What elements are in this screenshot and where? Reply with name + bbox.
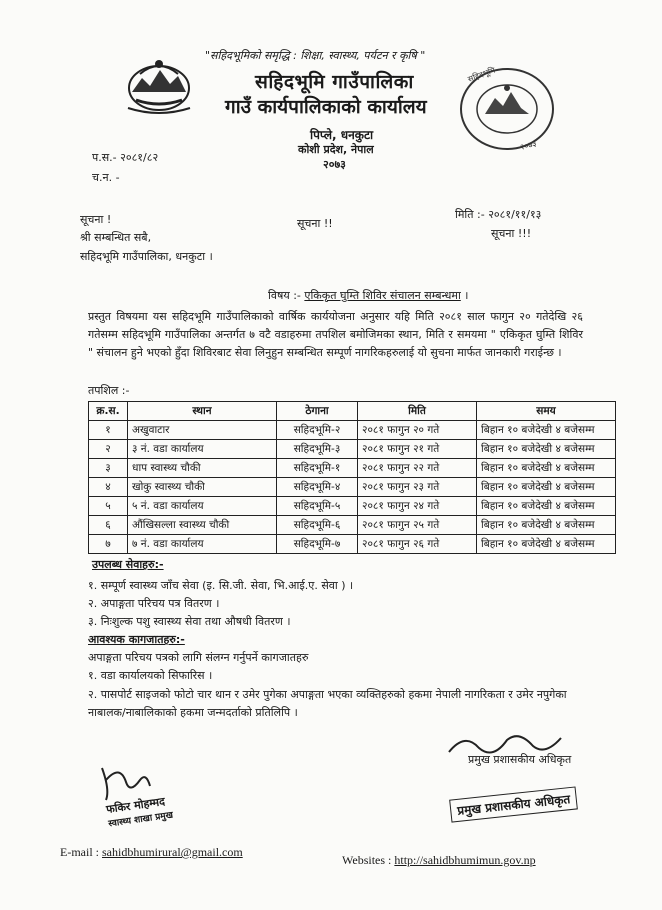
cell-time: बिहान १० बजेदेखी ४ बजेसम्म <box>477 535 616 554</box>
document-item: १. वडा कार्यालयको सिफारिस । <box>88 669 213 682</box>
cell-date: २०८१ फागुन २६ गते <box>358 535 477 554</box>
table-row <box>89 478 616 497</box>
established-year: २०७३ <box>323 158 346 171</box>
cell-date: २०८१ फागुन २३ गते <box>358 478 477 497</box>
table-row <box>89 440 616 459</box>
cell-date: २०८१ फागुन २५ गते <box>358 516 477 535</box>
cell-address: सहिदभूमि-७ <box>277 535 358 554</box>
col-header-date: मिति <box>358 402 477 421</box>
org-name: सहिदभूमि गाउँपालिका <box>255 71 414 93</box>
cell-address: सहिदभूमि-३ <box>277 440 358 459</box>
table-row <box>89 497 616 516</box>
notice-label-left: सूचना ! <box>80 213 112 226</box>
documents-heading: आवश्यक कागजातहरु:- <box>88 633 185 646</box>
subject-line <box>268 288 468 303</box>
letter-date: मिति :- २०८१/११/१३ <box>455 208 542 221</box>
subject-text: एकिकृत घुम्ति शिविर संचालन सम्बन्धमा <box>304 289 461 302</box>
cell-time: बिहान १० बजेदेखी ४ बजेसम्म <box>477 497 616 516</box>
svg-text:२०७३: २०७३ <box>519 138 538 152</box>
cell-date: २०८१ फागुन २२ गते <box>358 459 477 478</box>
website-link[interactable]: http://sahidbhumimun.gov.np <box>394 853 536 867</box>
signatory-left-name: फकिर मोहम्मद <box>105 794 166 817</box>
cell-place: खोकु स्वास्थ्य चौकी <box>128 478 277 497</box>
nepal-emblem-logo <box>120 52 198 118</box>
recipient-line-2: सहिदभूमि गाउँपालिका, धनकुटा । <box>80 250 213 263</box>
cell-date: २०८१ फागुन २४ गते <box>358 497 477 516</box>
recipient-line-1: श्री सम्बन्धित सबै, <box>80 231 152 244</box>
col-header-sn: क्र.स. <box>89 402 128 421</box>
email-link[interactable]: sahidbhumirural@gmail.com <box>102 845 243 859</box>
cell-sn: १ <box>89 421 128 440</box>
cell-place: ७ नं. वडा कार्यालय <box>128 535 277 554</box>
cell-time: बिहान १० बजेदेखी ४ बजेसम्म <box>477 478 616 497</box>
cell-place: औंखिसल्ला स्वास्थ्य चौकी <box>128 516 277 535</box>
document-item: २. पासपोर्ट साइजको फोटो चार थान र उमेर पुगेका अपाङ्गता भएका व्यक्तिहरुको हकमा नेपाली नागरिकता र उमेर नपुगेका नाबालक/नाबालिकाको हकमा जन्मदर्ताको प्रतिलिपि । <box>88 688 567 719</box>
cell-sn: ४ <box>89 478 128 497</box>
signatory-right-stamp: प्रमुख प्रशासकीय अधिकृत <box>449 786 578 822</box>
cell-time: बिहान १० बजेदेखी ४ बजेसम्म <box>477 516 616 535</box>
address-line-1: पिप्ले, धनकुटा <box>310 128 374 142</box>
cell-date: २०८१ फागुन २१ गते <box>358 440 477 459</box>
address-line-2: कोशी प्रदेश, नेपाल <box>298 143 374 156</box>
camp-schedule-table <box>88 401 616 554</box>
services-heading: उपलब्ध सेवाहरु:- <box>92 558 164 571</box>
col-header-time: समय <box>477 402 616 421</box>
letter-number: प.स.- २०८१/८२ <box>92 151 159 164</box>
cell-place: अखुवाटार <box>128 421 277 440</box>
notice-label-center: सूचना !! <box>297 217 333 230</box>
footer-website <box>342 853 536 868</box>
cell-date: २०८१ फागुन २० गते <box>358 421 477 440</box>
cell-sn: ५ <box>89 497 128 516</box>
cell-place: ३ नं. वडा कार्यालय <box>128 440 277 459</box>
table-row <box>89 459 616 478</box>
email-label: E-mail : <box>60 845 102 859</box>
footer-email <box>60 845 243 860</box>
svg-text:सहिदभूमि: सहिदभूमि <box>466 65 497 84</box>
office-name: गाउँ कार्यपालिकाको कार्यालय <box>225 96 427 118</box>
signatory-right-title: प्रमुख प्रशासकीय अधिकृत <box>468 753 572 766</box>
table-row <box>89 421 616 440</box>
cell-sn: २ <box>89 440 128 459</box>
motto: "सहिदभूमिको समृद्धि : शिक्षा, स्वास्थ्य, पर्यटन र कृषि " <box>205 49 426 62</box>
cell-sn: ६ <box>89 516 128 535</box>
cell-address: सहिदभूमि-१ <box>277 459 358 478</box>
cell-address: सहिदभूमि-२ <box>277 421 358 440</box>
cell-address: सहिदभूमि-४ <box>277 478 358 497</box>
subject-prefix: विषय :- <box>268 289 301 302</box>
table-row <box>89 535 616 554</box>
table-header-row <box>89 402 616 421</box>
subject-suffix: । <box>460 289 469 302</box>
cell-time: बिहान १० बजेदेखी ४ बजेसम्म <box>477 459 616 478</box>
col-header-place: स्थान <box>128 402 277 421</box>
service-item: २. अपाङ्गता परिचय पत्र वितरण । <box>88 597 220 610</box>
documents-intro: अपाङ्गता परिचय पत्रको लागि संलग्न गर्नुपर्ने कागजातहरु <box>88 651 309 664</box>
schedule-label: तपशिल :- <box>88 384 130 397</box>
cell-sn: ३ <box>89 459 128 478</box>
dispatch-number: च.न. - <box>92 171 120 184</box>
col-header-address: ठेगाना <box>277 402 358 421</box>
office-seal-stamp <box>455 62 560 157</box>
signatory-left-title: स्वास्थ्य शाखा प्रमुख <box>107 810 174 830</box>
cell-address: सहिदभूमि-५ <box>277 497 358 516</box>
cell-place: धाप स्वास्थ्य चौकी <box>128 459 277 478</box>
cell-address: सहिदभूमि-६ <box>277 516 358 535</box>
cell-time: बिहान १० बजेदेखी ४ बजेसम्म <box>477 440 616 459</box>
cell-sn: ७ <box>89 535 128 554</box>
cell-time: बिहान १० बजेदेखी ४ बजेसम्म <box>477 421 616 440</box>
service-item: ३. निःशुल्क पशु स्वास्थ्य सेवा तथा औषधी वितरण । <box>88 615 291 628</box>
service-item: १. सम्पूर्ण स्वास्थ्य जाँच सेवा (इ. सि.जी. सेवा, भि.आई.ए. सेवा ) । <box>88 579 354 592</box>
table-row <box>89 516 616 535</box>
notice-label-right: सूचना !!! <box>491 227 532 240</box>
body-paragraph: प्रस्तुत विषयमा यस सहिदभूमि गाउँपालिकाको वार्षिक कार्ययोजना अनुसार यहि मिति २०८१ साल फागुन २० गतेदेखि २६ गतेसम्म सहिदभूमि गाउँपालिका अन्तर्गत ७ वटै वडाहरुमा तपशिल बमोजिमका स्थान, मिति र समयमा " एकिकृत घुम्ति शिविर " संचालन हुने भएको हुँदा शिविरबाट सेवा लिनुहुन सम्बन्धित सम्पूर्ण नागरिकहरुलाई यो सुचना मार्फत जानकारी गराईन्छ । <box>88 310 583 359</box>
cell-place: ५ नं. वडा कार्यालय <box>128 497 277 516</box>
website-label: Websites : <box>342 853 395 867</box>
